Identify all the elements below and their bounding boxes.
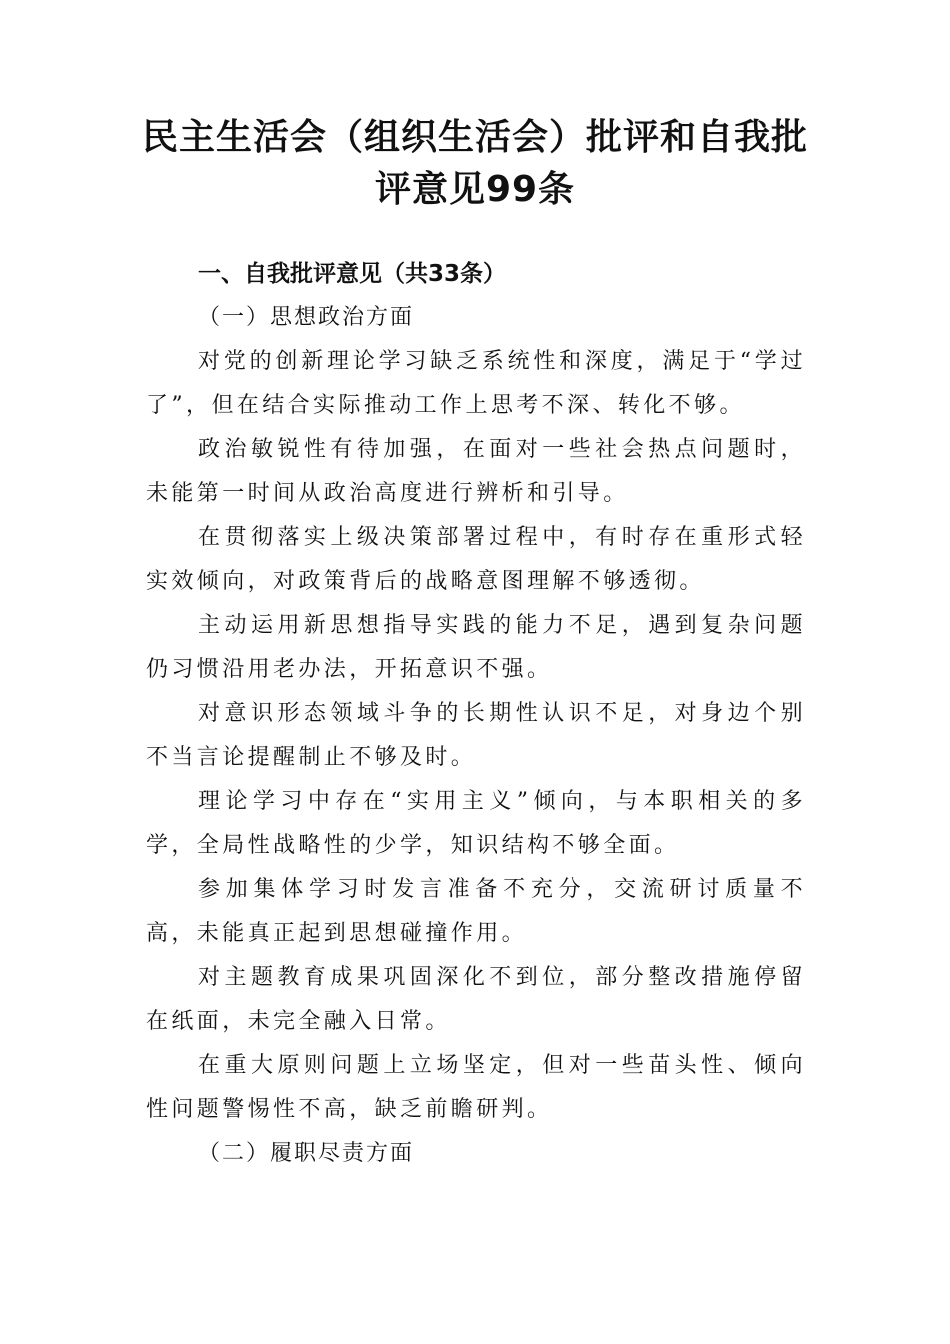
document-body — [146, 252, 806, 1176]
paragraph: 理论学习中存在“实用主义”倾向，与本职相关的多学，全局性战略性的少学，知识结构不够全面。 — [146, 789, 806, 858]
paragraph: 对意识形态领域斗争的长期性认识不足，对身边个别不当言论提醒制止不够及时。 — [146, 701, 806, 770]
section-heading-self-criticism: 一、自我批评意见（共33条） — [198, 261, 507, 287]
subsection-heading-duty: （二）履职尽责方面 — [198, 1141, 415, 1166]
paragraph: 对主题教育成果巩固深化不到位，部分整改措施停留在纸面，未完全融入日常。 — [146, 965, 806, 1034]
paragraph: 在重大原则问题上立场坚定，但对一些苗头性、倾向性问题警惕性不高，缺乏前瞻研判。 — [146, 1053, 806, 1122]
document-title: 民主生活会（组织生活会）批评和自我批评意见99条 — [141, 117, 808, 210]
paragraph: 政治敏锐性有待加强，在面对一些社会热点问题时，未能第一时间从政治高度进行辨析和引导。 — [146, 437, 806, 506]
subsection-heading-political: （一）思想政治方面 — [198, 305, 415, 330]
paragraph: 对党的创新理论学习缺乏系统性和深度，满足于“学过了”，但在结合实际推动工作上思考不深、转化不够。 — [146, 349, 806, 418]
paragraph: 参加集体学习时发言准备不充分，交流研讨质量不高，未能真正起到思想碰撞作用。 — [146, 877, 806, 946]
paragraph: 在贯彻落实上级决策部署过程中，有时存在重形式轻实效倾向，对政策背后的战略意图理解不够透彻。 — [146, 525, 806, 594]
paragraph: 主动运用新思想指导实践的能力不足，遇到复杂问题仍习惯沿用老办法，开拓意识不强。 — [146, 613, 806, 682]
